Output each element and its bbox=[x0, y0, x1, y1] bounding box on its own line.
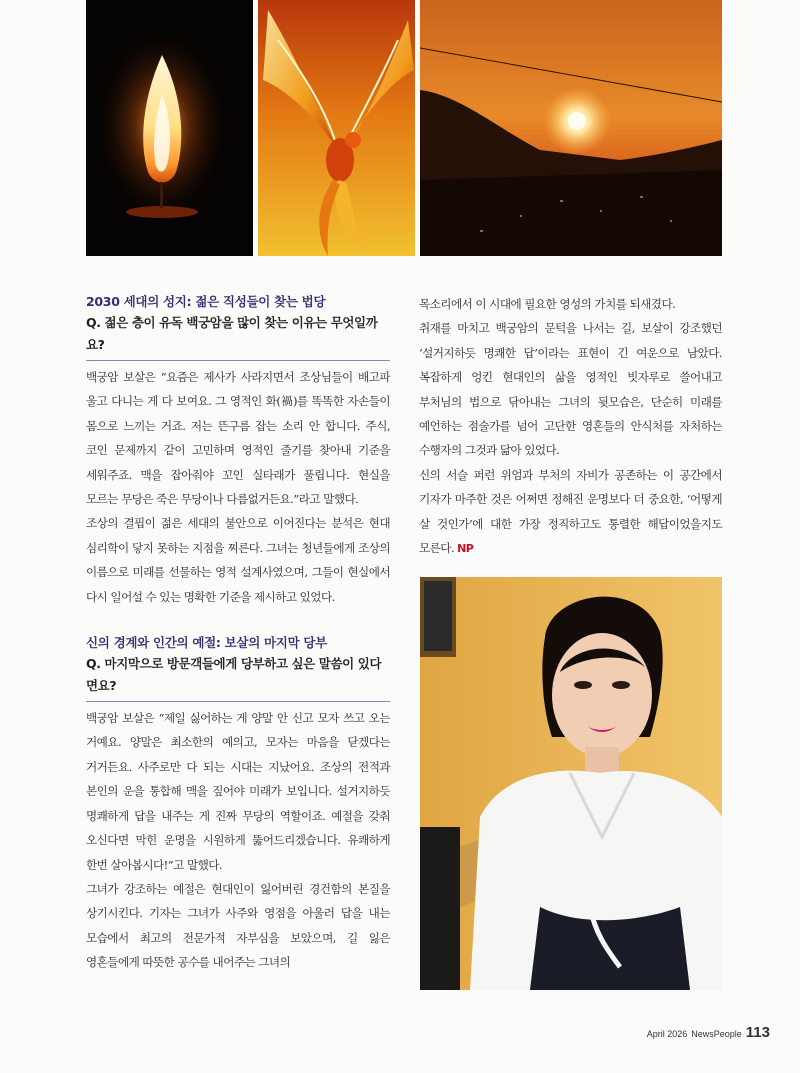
interview-question: Q. 젊은 층이 유독 백궁암을 많이 찾는 이유는 무엇일까요? bbox=[86, 312, 390, 361]
body-paragraph: 목소리에서 이 시대에 필요한 영성의 가치를 되새겼다. bbox=[419, 297, 676, 311]
candle-flame-photo bbox=[86, 0, 253, 256]
issue-date: April 2026 bbox=[646, 1029, 688, 1039]
body-paragraph: 백궁암 보살은 “요즘은 제사가 사라지면서 조상님들이 배고파 울고 다니는 게 다 보여요. 그 영적인 화(禍)를 똑똑한 자손들이 몸으로 느끼는 거죠. 저는 뜬구름 잡는 소리 안 합니다. 주식, 코인 문제까지 같이 고민하며 영적인 줄기를 찾아내 기준을 세워주죠. 맥을 잡아줘야 꼬인 실타래가 풀립니다. 현실을 모르는 무당은 죽은 무당이나 다름없거든요.”라고 말했다. bbox=[86, 370, 390, 507]
portrait-photo bbox=[420, 577, 722, 990]
page-footer bbox=[647, 1024, 770, 1041]
closing-text: 신의 서슬 퍼런 위엄과 부처의 자비가 공존하는 이 공간에서 기자가 마주한 것은 어쩌면 정해진 운명보다 더 중요한, ‘어떻게 살 것인가’에 대한 가장 정직하고도 통렬한 해답이었을지도 모른다. bbox=[419, 467, 722, 556]
body-paragraph: 조상의 결핍이 젊은 세대의 불안으로 이어진다는 분석은 현대 심리학이 닿지 못하는 지점을 찌른다. 그녀는 청년들에게 조상의 이름으로 미래를 선물하는 영적 설계사였으며, 그들이 현실에서 다시 일어설 수 있는 명확한 기준을 제시하고 있었다. bbox=[86, 516, 390, 604]
body-paragraph: 백궁암 보살은 “제일 싫어하는 게 양말 안 신고 모자 쓰고 오는 거예요. 양말은 최소한의 예의고, 모자는 마음을 닫겠다는 거거든요. 사주로만 다 되는 시대는 지났어요. 조상의 전적과 본인의 운을 통합해 맥을 짚어야 미래가 보입니다. 설거지하듯 명쾌하게 답을 내주는 게 진짜 무당의 역할이죠. 예절을 갖춰 오신다면 막힌 운명을 시원하게 뚫어드리겠습니다. 유쾌하게 한번 살아봅시다!”고 말했다. bbox=[86, 711, 390, 872]
section-heading: 2030 세대의 성지: 젊은 직성들이 찾는 법당 bbox=[86, 294, 326, 309]
body-paragraph: 그녀가 강조하는 예절은 현대인이 잃어버린 경건함의 본질을 상기시킨다. 기자는 그녀가 사주와 영점을 아울러 답을 내는 모습에서 최고의 전문가적 자부심을 보았으며, 길 잃은 영혼들에게 따뜻한 공수를 내어주는 그녀의 bbox=[86, 881, 390, 970]
phoenix-illustration bbox=[258, 0, 415, 256]
left-text-column bbox=[86, 292, 390, 975]
page-number: 113 bbox=[745, 1024, 770, 1041]
body-paragraph bbox=[419, 463, 722, 562]
section-heading: 신의 경계와 인간의 예절: 보살의 마지막 당부 bbox=[86, 635, 327, 651]
sunset-landscape-photo bbox=[420, 0, 722, 256]
magazine-name: NewsPeople bbox=[691, 1029, 742, 1039]
body-paragraph: 취재를 마치고 백궁암의 문턱을 나서는 길, 보살이 강조했던 ‘설거지하듯 명쾌한 답’이라는 표현이 긴 여운으로 남았다. 복잡하게 엉킨 현대인의 삶을 영적인 빗자루로 쓸어내고 부처님의 법으로 닦아내는 그녀의 뒷모습은, 단순히 미래를 예언하는 점술가를 넘어 고단한 영혼들의 안식처를 자처하는 수행자의 그것과 닮아 있었다. bbox=[419, 321, 722, 458]
right-text-column bbox=[419, 292, 722, 561]
interview-question: Q. 마지막으로 방문객들에게 당부하고 싶은 말씀이 있다면요? bbox=[86, 653, 390, 702]
np-signature-logo: NP bbox=[457, 542, 474, 556]
